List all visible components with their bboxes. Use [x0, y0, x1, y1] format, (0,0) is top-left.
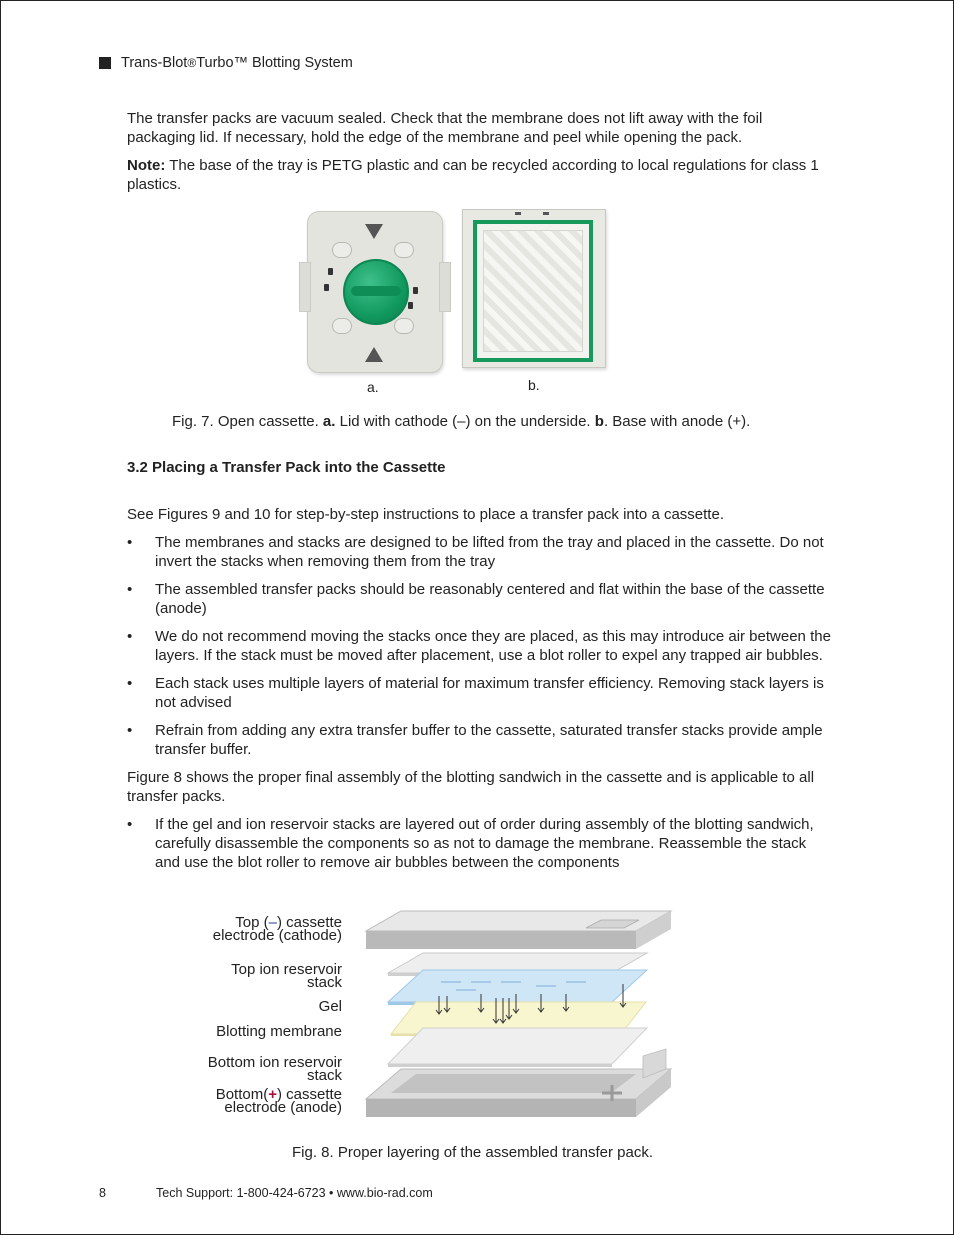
- label-membrane: Blotting membrane: [216, 1023, 342, 1040]
- bullet-list: [127, 533, 832, 759]
- cassette-lid-image: [307, 211, 443, 373]
- figure-7-caption: Fig. 7. Open cassette. a. Lid with cathode (–) on the underside. b. Base with anode (+).: [172, 413, 751, 430]
- main-content: [127, 109, 832, 881]
- warning-triangle-icon: [365, 224, 383, 239]
- label-top-electrode: Top (–) cassette electrode (cathode): [212, 914, 342, 944]
- intro-paragraph: The transfer packs are vacuum sealed. Check that the membrane does not lift away with the foil packaging lid. If necessary, hold the edge of the membrane and peel while opening the pack.: [127, 110, 763, 146]
- footer-support: Tech Support: 1-800-424-6723 • www.bio-rad.com: [156, 1186, 433, 1200]
- header-square-icon: [99, 57, 111, 69]
- running-header: Trans-Blot ® Turbo™ Blotting System: [99, 53, 353, 73]
- bottom-ion-reservoir-layer: [388, 1028, 647, 1067]
- gel-layer: [388, 970, 647, 1005]
- list-item: • The membranes and stacks are designed to be lifted from the tray and placed in the cassette. Do not invert the stacks when removing them from the tray: [127, 533, 832, 571]
- list-item: • We do not recommend moving the stacks once they are placed, as this may introduce air between the layers. If the stack must be moved after placement, use a blot roller to expel any trapped air bubbles.: [127, 627, 832, 665]
- cassette-base-image: [462, 209, 606, 368]
- list-item: • The assembled transfer packs should be reasonably centered and flat within the base of the cassette (anode): [127, 580, 832, 618]
- label-top-stack: Top ion reservoir stack: [231, 961, 342, 991]
- warning-triangle-icon: [365, 347, 383, 362]
- bullet-list-2: [127, 815, 832, 872]
- unlock-icon: [408, 302, 413, 309]
- figure-8-intro: Figure 8 shows the proper final assembly of the blotting sandwich in the cassette and is applicable to all transfer packs.: [127, 769, 815, 805]
- figure-8-caption: Fig. 8. Proper layering of the assembled transfer pack.: [292, 1144, 654, 1161]
- layer-stack-diagram: [361, 906, 676, 1121]
- list-item: • Each stack uses multiple layers of material for maximum transfer efficiency. Removing stack layers is not advised: [127, 674, 832, 712]
- lock-icon: [413, 287, 418, 294]
- header-title-pre: Trans-Blot: [121, 54, 188, 71]
- header-title-post: Turbo™ Blotting System: [196, 54, 353, 71]
- lock-icon: [328, 268, 333, 275]
- top-electrode-layer: [366, 911, 671, 949]
- list-item: • If the gel and ion reservoir stacks are layered out of order during assembly of the blotting sandwich, carefully disassemble the components so as not to damage the membrane. Reassemble the stack and use the blot roller to remove air bubbles between the components: [127, 815, 832, 872]
- note-paragraph: [127, 156, 832, 194]
- section-intro: See Figures 9 and 10 for step-by-step instructions to place a transfer pack into a cassette.: [127, 506, 724, 523]
- section-heading: 3.2 Placing a Transfer Pack into the Cassette: [127, 459, 446, 476]
- list-item: • Refrain from adding any extra transfer buffer to the cassette, saturated transfer stacks provide ample transfer buffer.: [127, 721, 832, 759]
- unlock-icon: [324, 284, 329, 291]
- figure-label-a: a.: [367, 379, 379, 395]
- note-text: The base of the tray is PETG plastic and can be recycled according to local regulations for class 1 plastics.: [127, 157, 819, 193]
- label-bottom-stack: Bottom ion reservoir stack: [207, 1054, 342, 1084]
- figure-label-b: b.: [528, 377, 540, 393]
- page-number: 8: [99, 1186, 106, 1200]
- label-bottom-electrode: Bottom(+) cassette electrode (anode): [215, 1086, 342, 1116]
- cassette-lock-knob: [343, 259, 409, 325]
- figure-7: [127, 206, 832, 446]
- note-label: Note:: [127, 157, 166, 174]
- label-gel: Gel: [318, 998, 342, 1015]
